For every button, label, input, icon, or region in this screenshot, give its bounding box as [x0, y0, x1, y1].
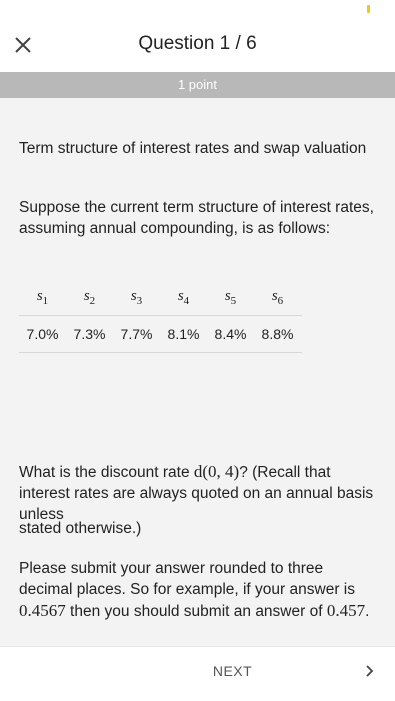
points-bar: 1 point [0, 72, 395, 98]
header-symbol: s [177, 287, 184, 304]
table-value-cell: 8.4% [214, 326, 247, 342]
note-end: . [365, 603, 370, 620]
header-subscript: 1 [42, 294, 49, 307]
table-header-row [19, 279, 302, 316]
answer-instructions [19, 558, 379, 622]
chevron-right-icon[interactable] [362, 661, 378, 681]
table-value-cell: 8.1% [167, 326, 200, 342]
header-subscript: 6 [277, 294, 284, 307]
question-heading: Term structure of interest rates and swap valuation [19, 140, 367, 157]
note-text-2: then you should submit an answer of [65, 603, 327, 620]
table-header-cell [207, 288, 254, 307]
note-text-1: Please submit your answer rounded to three decimal places. So for example, if your answer is [19, 560, 355, 598]
question-ask [19, 461, 379, 525]
status-indicator [367, 5, 370, 13]
question-content [0, 98, 395, 646]
table-value-cell: 7.0% [26, 326, 59, 342]
header-symbol: s [271, 287, 278, 304]
header-subscript: 4 [183, 294, 190, 307]
table-value-row [19, 316, 302, 353]
page-title: Question 1 / 6 [138, 33, 257, 54]
question-intro: Suppose the current term structure of interest rates, assuming annual compounding, is as follows: [19, 199, 374, 237]
header-symbol: s [36, 287, 43, 304]
header-symbol: s [130, 287, 137, 304]
ask-text-before: What is the discount rate [19, 464, 194, 481]
header-subscript: 5 [230, 294, 237, 307]
note-answer: 0.457 [326, 601, 366, 620]
table-header-cell [160, 288, 207, 307]
table-value-cell: 7.3% [73, 326, 106, 342]
header-symbol: s [224, 287, 231, 304]
table-header-cell [66, 288, 113, 307]
ask-text-after: ? (Recall that interest rates are always quoted on an annual basis unless [19, 464, 374, 523]
table-header-cell [254, 288, 301, 307]
footer-bar [0, 646, 395, 701]
table-header-cell [113, 288, 160, 307]
header-symbol: s [83, 287, 90, 304]
table-value-cell: 8.8% [261, 326, 294, 342]
top-bar [0, 0, 395, 72]
term-structure-table [19, 279, 302, 353]
header-subscript: 2 [89, 294, 96, 307]
header-subscript: 3 [136, 294, 143, 307]
next-button[interactable]: NEXT [212, 663, 253, 679]
note-example: 0.4567 [19, 601, 66, 620]
question-ask-tail: stated otherwise.) [19, 520, 142, 537]
table-value-cell: 7.7% [120, 326, 153, 342]
ask-math: d(0, 4) [193, 462, 240, 481]
table-header-cell [19, 288, 66, 307]
